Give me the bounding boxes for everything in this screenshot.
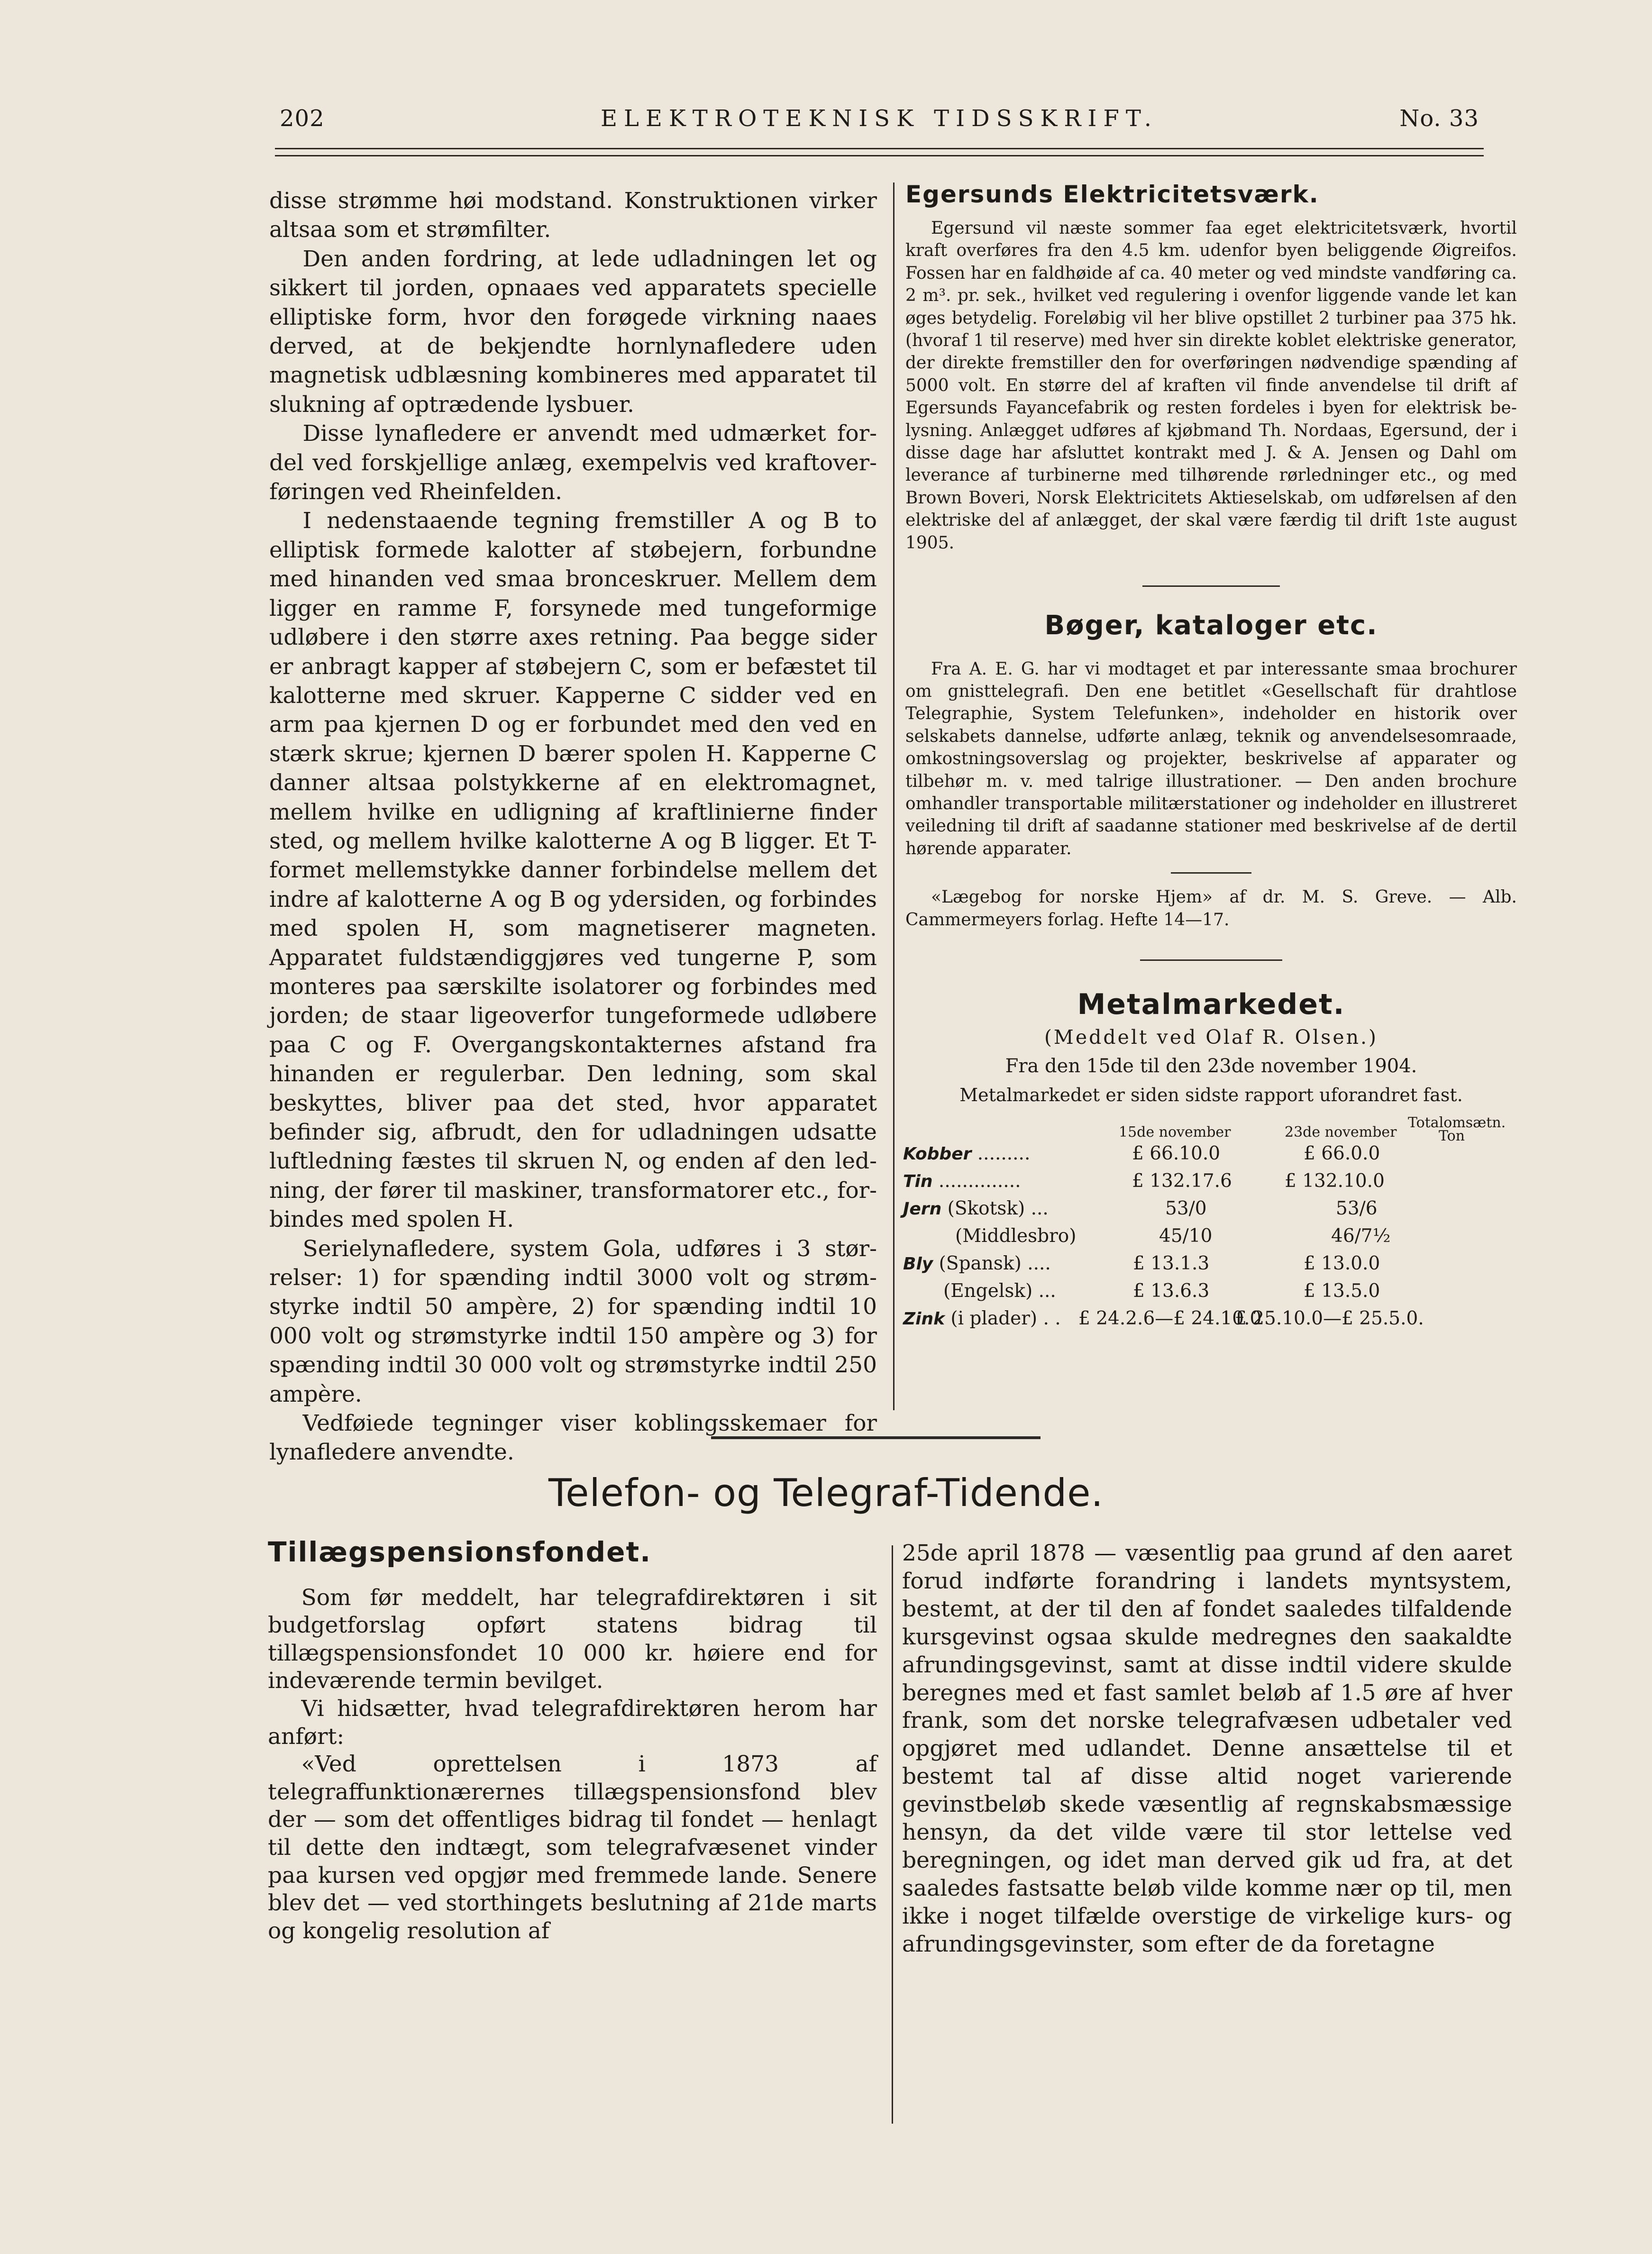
price-23-nov: £ 13.0.0 [1304, 1252, 1380, 1274]
metal-price-table [905, 1111, 1517, 1332]
price-15-nov: 53/0 [1165, 1197, 1207, 1219]
price-23-nov: £ 13.5.0 [1304, 1280, 1380, 1302]
price-15-nov: £ 13.1.3 [1133, 1252, 1210, 1274]
egersund-heading: Egersunds Elektricitetsværk. [905, 181, 1319, 208]
paragraph: I nedenstaaende tegning fremstiller A og B to elliptisk formede kalotter af støbejern, forbundne med hinanden ved smaa bronceskruer. Mellem dem ligger en ramme F, forsynede med tungeformige udløbere i den større axes retning. Paa begge sider er anbragt kapper af støbejern C, som er befæstet til kalotterne med skruer. Kapperne C sidder ved en arm paa kjernen D og er forbundet med den ved en stærk skrue; kjernen D bærer spolen H. Kapperne C danner altsaa polstykkerne af en elektromagnet, mellem hvilke en udligning af kraftlinierne finder sted, og mellem hvilke kalotterne A og B ligger. Et T-formet mellemstykke danner forbindelse mellem det indre af kalotterne A og B og ydersiden, og forbindes med spolen H, som magnetiserer magneten. Apparatet fuldstændiggjøres ved tungerne P, som monteres paa særskilte isolatorer og forbindes med jorden; de staar ligeoverfor tungeformede udløbere paa C og F. Overgangskontakternes afstand fra hinanden er regulerbar. Den ledning, som skal beskyttes, bliver paa det sted, hvor apparatet befinder sig, afbrudt, den for udladningen udsatte luftledning fæstes til skruen N, og enden af den ledning, der fører til maskiner, transformatorer etc., forbindes med spolen H. [269, 508, 877, 1233]
table-row [905, 1250, 1517, 1278]
column-divider [893, 183, 894, 1410]
row-leader: . . [1037, 1307, 1061, 1329]
metal-credit: (Meddelt ved Olaf R. Olsen.) [1044, 1025, 1378, 1049]
column-header: Totalomsætn. [1408, 1114, 1506, 1131]
price-15-nov: 45/10 [1159, 1225, 1213, 1247]
price-23-nov: £ 132.10.0 [1285, 1170, 1385, 1192]
paragraph: disse strømme høi modstand. Konstruktionen virker altsaa som et strømfilter. [269, 188, 877, 243]
section-rule [1142, 585, 1280, 587]
metal-variant: (Engelsk) [943, 1280, 1033, 1302]
paragraph: «Ved oprettelsen i 1873 af telegraffunktionærernes tillægspensionsfond blev der — som det offentliges bidrag til fondet — henlagt til dette den indtægt, som telegrafvæsenet vinder paa kursen ved opgjør med fremmede lande. Senere blev det — ved storthingets beslutning af 21de marts og kongelig resolution af [268, 1751, 877, 1944]
price-23-nov: £ 66.0.0 [1304, 1142, 1380, 1164]
column-divider [892, 1545, 893, 2124]
telefon-section-title: Telefon- og Telegraf-Tidende. [548, 1471, 1104, 1515]
metal-name: Tin [903, 1171, 933, 1191]
table-row [905, 1168, 1517, 1195]
metal-variant: (Skotsk) [947, 1197, 1025, 1219]
section-rule [1171, 872, 1251, 874]
column-header: 23de november [1285, 1123, 1397, 1141]
metal-name: Jern [903, 1199, 942, 1219]
metal-variant: (Spansk) [939, 1252, 1022, 1274]
metal-variant: (i plader) [950, 1307, 1038, 1329]
price-15-nov: £ 13.6.3 [1133, 1280, 1210, 1302]
table-row [905, 1305, 1517, 1332]
paragraph: Vedføiede tegninger viser koblingsskemaer for lynafledere anvendte. [269, 1410, 877, 1466]
metal-date-range: Fra den 15de til den 23de november 1904. [1005, 1055, 1417, 1077]
header-rule [275, 148, 1484, 156]
journal-title: ELEKTROTEKNISK TIDSSKRIFT. [600, 105, 1159, 132]
row-leader: ... [1025, 1197, 1049, 1219]
price-15-nov: £ 132.17.6 [1132, 1170, 1232, 1192]
article-tillaegspension-cont [902, 1540, 1512, 1959]
metal-variant: (Middlesbro) [955, 1225, 1077, 1247]
paragraph: Som før meddelt, har telegrafdirektøren i sit budgetforslag opført statens bidrag til tillægspensionsfondet 10 000 kr. høiere end for indeværende termin bevilget. [268, 1584, 877, 1694]
price-23-nov: £ 25.10.0—£ 25.5.0. [1235, 1307, 1424, 1329]
metal-heading: Metalmarkedet. [1077, 987, 1345, 1021]
egersund-text: Egersund vil næste sommer faa eget elektricitetsværk, hvortil kraft overføres fra den 4.5 km. udenfor byen beliggende Øigreifos. Fossen har en faldhøide af ca. 40 meter og ved mindste vandføring ca. 2 m³. pr. sek., hvilket ved regulering i ovenfor liggende vande let kan øges betydelig. Foreløbig vil her blive opstillet 2 turbiner paa 375 hk. (hvoraf 1 til reserve) med hver sin direkte koblet elektriske generator, der direkte fremstiller den for overføringen nødvendige spænding af 5000 volt. En større del af kraften vil finde anvendelse til drift af Egersunds Fayancefabrik og resten fordeles i byen for elektrisk belysning. Anlægget udføres af kjøbmand Th. Nordaas, Egersund, der i disse dage har afsluttet kontrakt med J. & A. Jensen og Dahl om leverance af turbinerne med tilhørende rørledninger etc., og med Brown Boveri, Norsk Elektricitets Aktieselskab, om udførelsen af den elektriske del af anlægget, der skal være færdig til drift 1ste august 1905. [905, 219, 1517, 553]
section-rule [1140, 959, 1282, 961]
column-header: Ton [1439, 1127, 1465, 1144]
issue-number: No. 33 [1399, 105, 1479, 132]
paragraph: 25de april 1878 — væsentlig paa grund af den aaret forud indførte forandring i landets myntsystem, bestemt, at der til den af fondet saaledes tilfaldende kursgevinst ogsaa skulde medregnes den saakaldte afrundingsgevinst, samt at disse indtil videre skulde beregnes med et fast samlet beløb af 1.5 øre af hver frank, som det norske telegrafvæsen udbetaler ved opgjøret med udlandet. Denne ansættelse til et bestemt tal af disse altid noget varierende gevinstbeløb skede væsentlig af regnskabsmæssige hensyn, da det vilde være til stor lettelse ved beregningen, og idet man derved gik ud fra, at det saaledes fastsatte beløb vilde komme nær op til, men ikke i noget tilfælde overstige de virkelige kurs- og afrundingsgevinster, som efter de da foretagne [902, 1540, 1512, 1957]
metal-name: Bly [903, 1254, 933, 1274]
row-leader: .... [1021, 1252, 1051, 1274]
paragraph: Serielynafledere, system Gola, udføres i 3 størrelser: 1) for spænding indtil 3000 volt og strømstyrke indtil 50 ampère, 2) for spænding indtil 10 000 volt og strømstyrke indtil 150 ampère og 3) for spænding indtil 30 000 volt og strømstyrke indtil 250 ampère. [269, 1235, 877, 1407]
paragraph: Den anden fordring, at lede udladningen let og sikkert til jorden, opnaaes ved apparatets specielle elliptiske form, hvor den forøgede virkning naaes derved, at de bekjendte hornlynafledere uden magnetisk udblæsning kombineres med apparatet til slukning af optrædende lysbuer. [269, 246, 877, 418]
row-leader: .............. [932, 1170, 1021, 1192]
price-23-nov: 53/6 [1336, 1197, 1378, 1219]
books-heading: Bøger, kataloger etc. [1044, 610, 1378, 641]
table-row [905, 1140, 1517, 1168]
paragraph: Disse lynafledere er anvendt med udmærket fordel ved forskjellige anlæg, exempelvis ved kraftoverføringen ved Rheinfelden. [269, 420, 877, 505]
price-23-nov: 46/7½ [1331, 1225, 1391, 1247]
table-row [905, 1278, 1517, 1305]
page-header [280, 105, 1479, 138]
section-divider [711, 1436, 1040, 1439]
books-text-2: «Lægebog for norske Hjem» af dr. M. S. Greve. — Alb. Cammermeyers forlag. Hefte 14—17. [905, 887, 1517, 930]
page-number: 202 [280, 105, 325, 132]
tillaeg-heading: Tillægspensionsfondet. [268, 1536, 652, 1568]
article-tillaegspension [268, 1538, 877, 1945]
metal-status: Metalmarkedet er siden sidste rapport uforandret fast. [959, 1084, 1463, 1105]
books-text: Fra A. E. G. har vi modtaget et par interessante smaa brochurer om gnisttelegrafi. Den ene betitlet «Gesellschaft für drahtlose Telegraphie, System Telefunken», indeholder en historik over selskabets dannelse, udførte anlæg, teknik og anvendelsesomraade, omkostningsoverslag og projekter, beskrivelse af apparater og tilbehør m. v. med talrige illustrationer. — Den anden brochure omhandler transportable militærstationer og indeholder en illustreret veiledning til drift af saadanne stationer med beskrivelse af de dertil hørende apparater. [905, 659, 1517, 858]
price-15-nov: £ 66.10.0 [1132, 1142, 1221, 1164]
metal-table-header [905, 1111, 1517, 1144]
paragraph: Vi hidsætter, hvad telegrafdirektøren herom har anført: [268, 1695, 877, 1750]
table-row [905, 1223, 1517, 1250]
row-leader: ... [1032, 1280, 1056, 1302]
right-column-top [905, 179, 1517, 1332]
price-15-nov: £ 24.2.6—£ 24.10.0 [1078, 1307, 1262, 1329]
table-row [905, 1195, 1517, 1223]
column-header: 15de november [1119, 1123, 1231, 1141]
metal-name: Kobber [903, 1144, 972, 1164]
row-leader: ......... [971, 1142, 1031, 1164]
metal-name: Zink [903, 1309, 945, 1329]
article-lynafledere [269, 186, 877, 1467]
